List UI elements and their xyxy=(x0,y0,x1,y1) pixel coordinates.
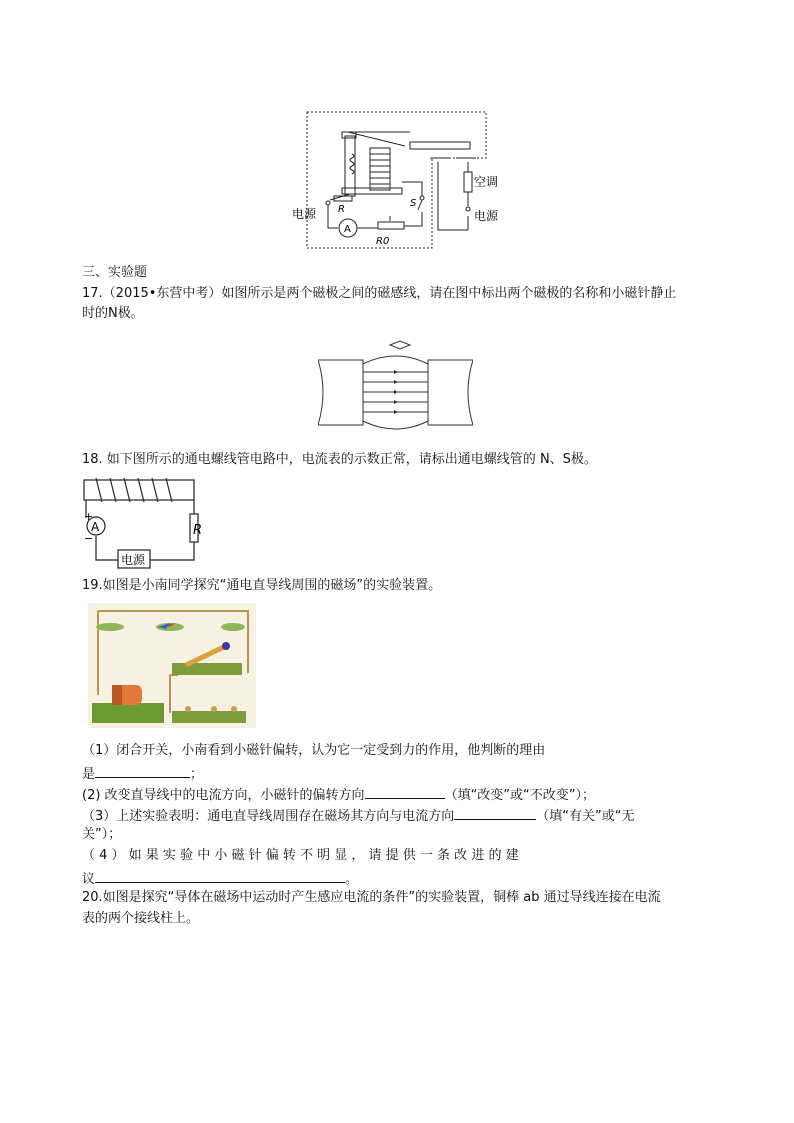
q19-part1-suffix: ； xyxy=(190,767,204,782)
q19-part1-line1: （1）闭合开关，小南看到小磁针偏转，认为它一定受到力的作用，他判断的理由 xyxy=(82,743,546,758)
q20-line-2: 表的两个接线柱上。 xyxy=(82,911,200,926)
q19-part4-line1: （ 4 ） 如 果 实 验 中 小 磁 针 偏 转 不 明 显 ， 请 提 供 一 条 改 进 的 建 xyxy=(82,848,519,863)
q19-part2-answer-blank[interactable] xyxy=(365,784,445,799)
rheostat-label: R0 xyxy=(376,236,390,247)
q19-part4-suffix: 。 xyxy=(345,872,359,887)
q17-line-1: 17.（2015•东营中考）如图所示是两个磁极之间的磁感线，请在图中标出两个磁极的名称和小磁针静止 xyxy=(82,286,677,301)
q19-part3-answer-blank[interactable] xyxy=(454,805,536,820)
power-label-right: 电源 xyxy=(474,209,499,223)
switch-label: S xyxy=(410,198,417,209)
solenoid-power-label: 电源 xyxy=(121,553,146,567)
resistor-label: R xyxy=(338,204,345,215)
solenoid-ammeter-label: A xyxy=(91,520,100,534)
minus-sign: − xyxy=(84,532,94,545)
straight-wire-experiment-figure xyxy=(88,603,256,728)
plus-sign: + xyxy=(84,510,94,523)
q19-part1-prefix: 是 xyxy=(82,767,96,782)
ac-label: 空调 xyxy=(474,175,499,189)
relay-circuit-figure xyxy=(290,108,500,253)
q19-part2 xyxy=(82,784,595,805)
solenoid-resistor-label-visible: R xyxy=(192,523,202,538)
q19-part1-answer-blank[interactable] xyxy=(95,763,190,778)
q17-line-2: 时的N极。 xyxy=(82,306,144,321)
q19-part2-suffix: （填“改变”或“不改变”）； xyxy=(444,788,596,803)
q19-part4-prefix: 议 xyxy=(82,872,96,887)
solenoid-circuit-figure xyxy=(82,474,202,574)
ammeter-label: A xyxy=(344,224,351,235)
q19-part3-suffix: （填“有关”或“无 xyxy=(536,809,635,824)
q19-part3-line2: 关”）； xyxy=(82,827,122,842)
q19-part2-prefix: (2) 改变直导线中的电流方向，小磁针的偏转方向 xyxy=(82,788,365,803)
q19-part3 xyxy=(82,805,635,826)
q19-part4-line2 xyxy=(82,868,358,889)
q20-line-1: 20.如图是探究“导体在磁场中运动时产生感应电流的条件”的实验装置，铜棒 ab 通过导线连接在电流 xyxy=(82,890,661,905)
q18-text: 18. 如下图所示的通电螺线管电路中，电流表的示数正常，请标出通电螺线管的 N、S极。 xyxy=(82,452,597,467)
q19-part3-prefix: （3）上述实验表明：通电直导线周围存在磁场其方向与电流方向 xyxy=(82,809,455,824)
section-title: 三、实验题 xyxy=(82,265,148,280)
power-label-left: 电源 xyxy=(292,207,317,221)
q19-part1-line2 xyxy=(82,763,203,784)
q19-intro: 19.如图是小南同学探究“通电直导线周围的磁场”的实验装置。 xyxy=(82,578,442,593)
q19-part4-answer-blank[interactable] xyxy=(95,868,345,883)
magnetic-field-lines-figure xyxy=(318,340,473,430)
